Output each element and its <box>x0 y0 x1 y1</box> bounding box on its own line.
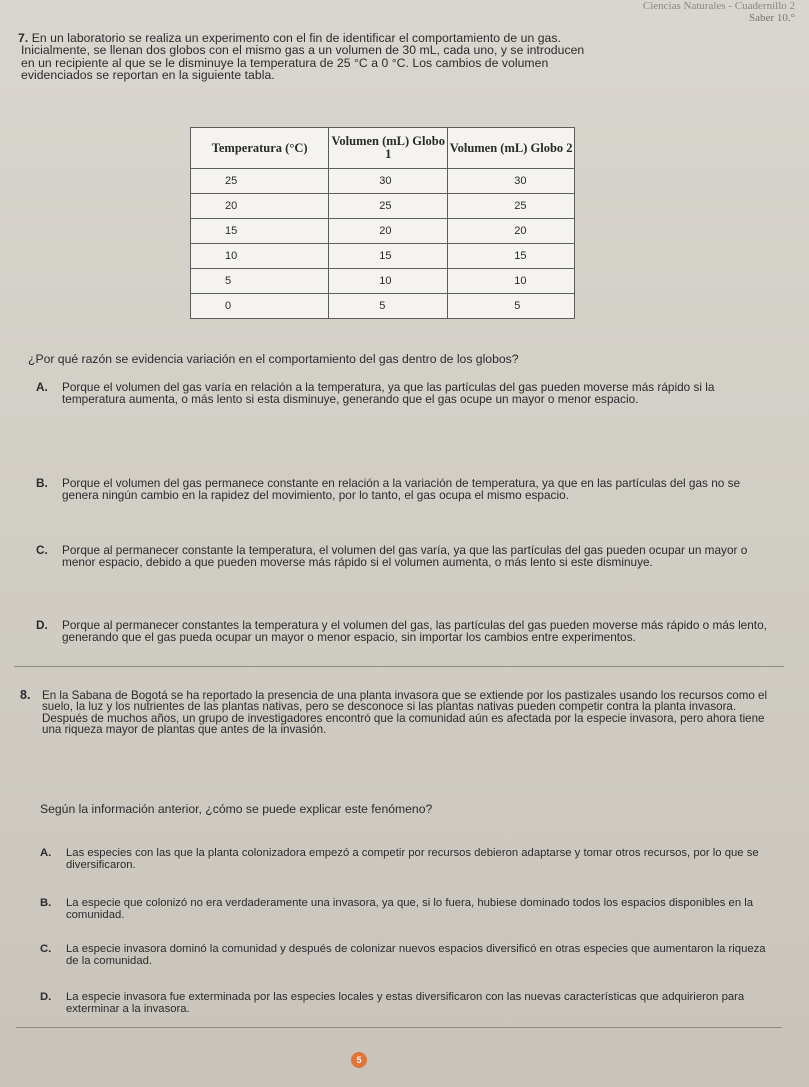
table-header-row <box>191 128 575 169</box>
cell-globo1: 5 <box>329 294 448 319</box>
cell-temp: 5 <box>191 269 329 294</box>
table-row <box>191 219 575 244</box>
q7-option-a[interactable] <box>36 382 776 405</box>
q8-option-a[interactable] <box>40 848 770 871</box>
q8-stem-text: En la Sabana de Bogotá se ha reportado la presencia de una planta invasora que se extiende por los pastizales usando los recursos como el suelo, la luz y los nutrientes de las plantas nativas, pero se desconoce si las plantas nativas pueden competir contra la planta invasora. Después de muchos años, un grupo de investigadores encontró que la comunidad aún es afectada por la especie invasora, pero ahora tiene una riqueza mayor de plantas que antes de la invasión. <box>42 689 768 737</box>
header-temperature: Temperatura (°C) <box>191 128 329 169</box>
volume-table <box>190 127 575 319</box>
cell-globo2: 20 <box>448 219 575 244</box>
cell-temp: 15 <box>191 219 329 244</box>
question-7-number: 7. <box>18 31 29 45</box>
page-header <box>643 0 795 24</box>
option-text: Porque al permanecer constantes la temperatura y el volumen del gas, las partículas del gas pueden moverse más rápido o más lento, generando que el gas pueda ocupar un mayor o menor espacio, sin importar los cambios entre experimentos. <box>62 618 767 644</box>
q8-option-d[interactable] <box>40 992 770 1015</box>
question-divider <box>14 666 784 667</box>
option-text: Porque el volumen del gas varía en relación a la temperatura, ya que las partículas del gas pueden moverse más rápido si la temperatura aumenta, o más lento si esta disminuye, generando que el gas ocupe un mayor o menor espacio. <box>62 380 715 406</box>
question-8-prompt: Según la información anterior, ¿cómo se puede explicar este fenómeno? <box>40 802 433 816</box>
page-number-badge: 5 <box>351 1052 367 1068</box>
question-7-prompt: ¿Por qué razón se evidencia variación en el comportamiento del gas dentro de los globos? <box>28 352 519 366</box>
cell-globo2: 30 <box>448 169 575 194</box>
header-globo-1: Volumen (mL) Globo 1 <box>329 128 448 169</box>
cell-temp: 10 <box>191 244 329 269</box>
table-row <box>191 244 575 269</box>
option-letter: A. <box>36 380 48 394</box>
cell-globo1: 15 <box>329 244 448 269</box>
question-7-stem <box>18 32 778 82</box>
table-row <box>191 169 575 194</box>
question-8-stem <box>20 690 780 736</box>
q7-option-c[interactable] <box>36 545 776 568</box>
cell-globo1: 20 <box>329 219 448 244</box>
subject-label: Ciencias Naturales - Cuadernillo 2 <box>642 0 795 12</box>
option-letter: D. <box>36 618 48 632</box>
cell-globo2: 25 <box>448 194 575 219</box>
cell-temp: 0 <box>191 294 329 319</box>
option-text: La especie invasora dominó la comunidad y después de colonizar nuevos espacios diversificó en otras especies que aumentaron la riqueza de la comunidad. <box>66 943 766 967</box>
question-8-number: 8. <box>20 688 31 702</box>
option-text: Las especies con las que la planta colonizadora empezó a competir por recursos debieron adaptarse y tomar otros recursos, por lo que se diversificaron. <box>66 847 759 871</box>
option-letter: C. <box>40 943 52 955</box>
table-row <box>191 269 575 294</box>
option-text: Porque al permanecer constante la temperatura, el volumen del gas varía, ya que las partículas del gas pueden ocupar un mayor o menor espacio, debido a que pueden moverse más rápido si el volumen aumenta, o más lento si este disminuye. <box>62 543 748 569</box>
q8-option-b[interactable] <box>40 898 770 921</box>
option-letter: D. <box>40 991 52 1003</box>
cell-temp: 25 <box>191 169 329 194</box>
cell-globo1: 25 <box>329 194 448 219</box>
cell-globo1: 10 <box>329 269 448 294</box>
option-text: La especie invasora fue exterminada por las especies locales y estas diversificaron con las nuevas características que adquirieron para exterminar a la invasora. <box>66 991 745 1015</box>
q7-stem-line-2: Inicialmente, se llenan dos globos con el mismo gas a un volumen de 30 mL, cada uno, y se introducen <box>21 43 585 58</box>
q7-stem-line-3: en un recipiente al que se le disminuye la temperatura de 25 °C a 0 °C. Los cambios de volumen <box>21 55 549 70</box>
q7-option-b[interactable] <box>36 478 776 501</box>
option-letter: B. <box>36 476 48 490</box>
table-row <box>191 194 575 219</box>
q7-stem-line-1: En un laboratorio se realiza un experimento con el fin de identificar el comportamiento de un gas. <box>31 31 561 45</box>
cell-globo2: 5 <box>448 294 575 319</box>
cell-temp: 20 <box>191 194 329 219</box>
q7-option-d[interactable] <box>36 620 776 643</box>
bottom-divider <box>16 1027 782 1028</box>
grade-label: Saber 10.° <box>749 12 795 24</box>
option-letter: C. <box>36 543 48 557</box>
option-letter: B. <box>40 897 52 909</box>
cell-globo1: 30 <box>329 169 448 194</box>
table-row <box>191 294 575 319</box>
cell-globo2: 10 <box>448 269 575 294</box>
cell-globo2: 15 <box>448 244 575 269</box>
option-text: La especie que colonizó no era verdaderamente una invasora, ya que, si lo fuera, hubiese dominado todos los espacios disponibles en la comunidad. <box>66 897 754 921</box>
q8-option-c[interactable] <box>40 944 770 967</box>
option-text: Porque el volumen del gas permanece constante en relación a la variación de temperatura, ya que en las partículas del gas no se genera ningún cambio en la rapidez del movimiento, por lo tanto, el gas ocupa el mismo espacio. <box>62 476 741 502</box>
option-letter: A. <box>40 847 52 859</box>
q7-stem-line-4: evidenciados se reportan en la siguiente tabla. <box>21 68 275 83</box>
header-globo-2: Volumen (mL) Globo 2 <box>448 128 575 169</box>
